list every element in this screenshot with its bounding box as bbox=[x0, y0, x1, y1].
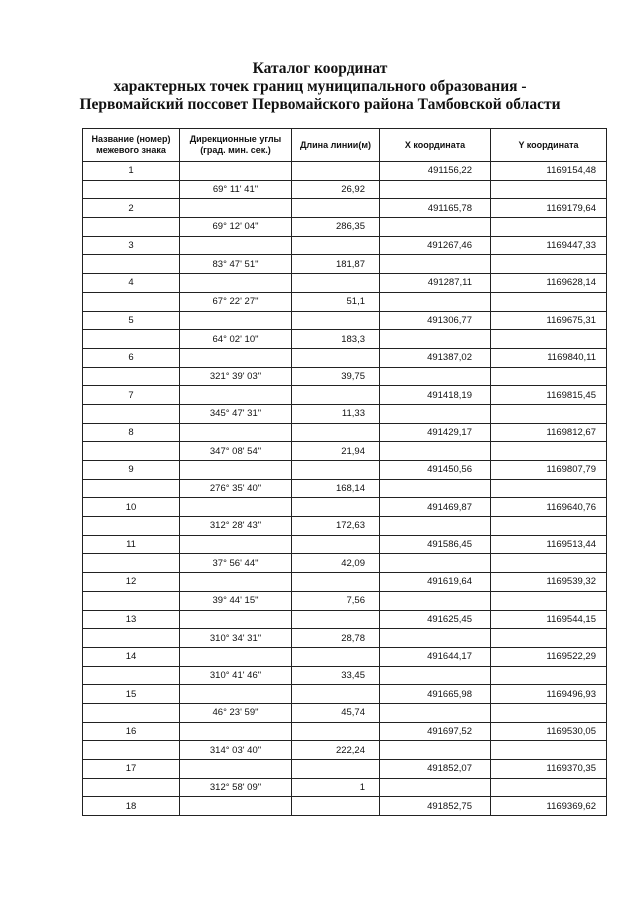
cell-mark-name: 8 bbox=[83, 423, 180, 442]
cell-x-coordinate: 491625,45 bbox=[380, 610, 491, 629]
table-row bbox=[83, 461, 607, 480]
cell-mark-name bbox=[83, 629, 180, 648]
cell-mark-name: 3 bbox=[83, 236, 180, 255]
cell-x-coordinate bbox=[380, 591, 491, 610]
cell-mark-name bbox=[83, 180, 180, 199]
cell-direction-angle: 321° 39' 03" bbox=[180, 367, 292, 386]
cell-mark-name: 2 bbox=[83, 199, 180, 218]
table-row bbox=[83, 573, 607, 592]
table-row bbox=[83, 330, 607, 349]
cell-mark-name bbox=[83, 666, 180, 685]
cell-x-coordinate: 491619,64 bbox=[380, 573, 491, 592]
cell-y-coordinate: 1169154,48 bbox=[491, 162, 607, 181]
table-row bbox=[83, 498, 607, 517]
header-mark-name: Название (номер) межевого знака bbox=[83, 129, 180, 162]
table-row bbox=[83, 180, 607, 199]
cell-line-length: 1 bbox=[292, 778, 380, 797]
cell-line-length: 168,14 bbox=[292, 479, 380, 498]
cell-direction-angle: 83° 47' 51" bbox=[180, 255, 292, 274]
cell-x-coordinate bbox=[380, 666, 491, 685]
cell-y-coordinate bbox=[491, 404, 607, 423]
cell-direction-angle: 67° 22' 27" bbox=[180, 292, 292, 311]
cell-y-coordinate bbox=[491, 292, 607, 311]
cell-y-coordinate: 1169815,45 bbox=[491, 386, 607, 405]
cell-y-coordinate: 1169544,15 bbox=[491, 610, 607, 629]
table-row bbox=[83, 685, 607, 704]
cell-y-coordinate bbox=[491, 591, 607, 610]
cell-x-coordinate: 491697,52 bbox=[380, 722, 491, 741]
cell-direction-angle: 39° 44' 15" bbox=[180, 591, 292, 610]
cell-y-coordinate: 1169628,14 bbox=[491, 274, 607, 293]
cell-direction-angle bbox=[180, 797, 292, 816]
cell-direction-angle bbox=[180, 274, 292, 293]
cell-mark-name bbox=[83, 292, 180, 311]
cell-direction-angle bbox=[180, 760, 292, 779]
cell-x-coordinate bbox=[380, 479, 491, 498]
cell-mark-name: 9 bbox=[83, 461, 180, 480]
title-line-2: характерных точек границ муниципального образования - bbox=[113, 78, 527, 95]
cell-mark-name: 1 bbox=[83, 162, 180, 181]
cell-direction-angle: 314° 03' 40" bbox=[180, 741, 292, 760]
cell-x-coordinate bbox=[380, 404, 491, 423]
table-row bbox=[83, 236, 607, 255]
cell-mark-name: 16 bbox=[83, 722, 180, 741]
cell-line-length bbox=[292, 461, 380, 480]
cell-mark-name bbox=[83, 404, 180, 423]
cell-y-coordinate bbox=[491, 778, 607, 797]
cell-line-length bbox=[292, 610, 380, 629]
cell-x-coordinate: 491306,77 bbox=[380, 311, 491, 330]
cell-direction-angle: 46° 23' 59" bbox=[180, 703, 292, 722]
cell-line-length bbox=[292, 274, 380, 293]
cell-line-length bbox=[292, 199, 380, 218]
table-row bbox=[83, 311, 607, 330]
cell-x-coordinate bbox=[380, 367, 491, 386]
table-row bbox=[83, 591, 607, 610]
table-row bbox=[83, 517, 607, 536]
cell-x-coordinate: 491287,11 bbox=[380, 274, 491, 293]
cell-direction-angle bbox=[180, 236, 292, 255]
cell-y-coordinate bbox=[491, 703, 607, 722]
table-row bbox=[83, 274, 607, 293]
cell-mark-name: 14 bbox=[83, 647, 180, 666]
cell-direction-angle bbox=[180, 386, 292, 405]
cell-direction-angle bbox=[180, 199, 292, 218]
cell-line-length: 45,74 bbox=[292, 703, 380, 722]
cell-direction-angle bbox=[180, 647, 292, 666]
cell-x-coordinate bbox=[380, 517, 491, 536]
table-row bbox=[83, 367, 607, 386]
cell-x-coordinate bbox=[380, 180, 491, 199]
cell-mark-name bbox=[83, 591, 180, 610]
cell-mark-name bbox=[83, 330, 180, 349]
cell-direction-angle bbox=[180, 348, 292, 367]
cell-mark-name bbox=[83, 218, 180, 237]
cell-x-coordinate: 491852,75 bbox=[380, 797, 491, 816]
cell-x-coordinate bbox=[380, 218, 491, 237]
table-row bbox=[83, 535, 607, 554]
cell-x-coordinate: 491156,22 bbox=[380, 162, 491, 181]
table-row bbox=[83, 703, 607, 722]
header-line-length: Длина линии(м) bbox=[292, 129, 380, 162]
cell-mark-name: 10 bbox=[83, 498, 180, 517]
cell-direction-angle bbox=[180, 311, 292, 330]
cell-x-coordinate: 491429,17 bbox=[380, 423, 491, 442]
cell-mark-name: 4 bbox=[83, 274, 180, 293]
cell-y-coordinate: 1169522,29 bbox=[491, 647, 607, 666]
cell-direction-angle bbox=[180, 573, 292, 592]
cell-x-coordinate bbox=[380, 778, 491, 797]
cell-y-coordinate: 1169370,35 bbox=[491, 760, 607, 779]
cell-x-coordinate: 491586,45 bbox=[380, 535, 491, 554]
cell-y-coordinate: 1169539,32 bbox=[491, 573, 607, 592]
cell-mark-name bbox=[83, 554, 180, 573]
table-row bbox=[83, 423, 607, 442]
cell-x-coordinate bbox=[380, 255, 491, 274]
table-row bbox=[83, 479, 607, 498]
cell-y-coordinate bbox=[491, 442, 607, 461]
cell-line-length: 51,1 bbox=[292, 292, 380, 311]
cell-line-length: 183,3 bbox=[292, 330, 380, 349]
cell-direction-angle: 37° 56' 44" bbox=[180, 554, 292, 573]
cell-direction-angle bbox=[180, 610, 292, 629]
cell-x-coordinate: 491469,87 bbox=[380, 498, 491, 517]
cell-mark-name: 13 bbox=[83, 610, 180, 629]
cell-direction-angle bbox=[180, 685, 292, 704]
cell-x-coordinate bbox=[380, 442, 491, 461]
cell-line-length bbox=[292, 797, 380, 816]
table-row bbox=[83, 554, 607, 573]
cell-direction-angle: 64° 02' 10" bbox=[180, 330, 292, 349]
cell-mark-name bbox=[83, 741, 180, 760]
cell-line-length bbox=[292, 386, 380, 405]
table-row bbox=[83, 199, 607, 218]
cell-x-coordinate bbox=[380, 554, 491, 573]
table-row bbox=[83, 255, 607, 274]
cell-direction-angle bbox=[180, 535, 292, 554]
table-row bbox=[83, 404, 607, 423]
cell-x-coordinate: 491418,19 bbox=[380, 386, 491, 405]
cell-x-coordinate: 491267,46 bbox=[380, 236, 491, 255]
cell-y-coordinate: 1169675,31 bbox=[491, 311, 607, 330]
cell-mark-name bbox=[83, 703, 180, 722]
cell-y-coordinate bbox=[491, 741, 607, 760]
table-row bbox=[83, 348, 607, 367]
cell-direction-angle bbox=[180, 722, 292, 741]
cell-y-coordinate: 1169179,64 bbox=[491, 199, 607, 218]
cell-y-coordinate bbox=[491, 629, 607, 648]
table-header-row bbox=[83, 129, 607, 162]
cell-line-length bbox=[292, 498, 380, 517]
cell-y-coordinate bbox=[491, 218, 607, 237]
table-row bbox=[83, 741, 607, 760]
cell-line-length: 7,56 bbox=[292, 591, 380, 610]
cell-x-coordinate: 491165,78 bbox=[380, 199, 491, 218]
table-row bbox=[83, 386, 607, 405]
cell-x-coordinate: 491852,07 bbox=[380, 760, 491, 779]
cell-direction-angle bbox=[180, 162, 292, 181]
cell-y-coordinate bbox=[491, 367, 607, 386]
cell-y-coordinate: 1169807,79 bbox=[491, 461, 607, 480]
header-x-coordinate: X координата bbox=[380, 129, 491, 162]
table-row bbox=[83, 629, 607, 648]
header-y-coordinate: Y координата bbox=[491, 129, 607, 162]
table-body bbox=[83, 162, 607, 816]
cell-line-length: 286,35 bbox=[292, 218, 380, 237]
cell-mark-name: 18 bbox=[83, 797, 180, 816]
cell-line-length: 26,92 bbox=[292, 180, 380, 199]
cell-x-coordinate: 491644,17 bbox=[380, 647, 491, 666]
cell-x-coordinate: 491665,98 bbox=[380, 685, 491, 704]
cell-y-coordinate: 1169496,93 bbox=[491, 685, 607, 704]
cell-line-length bbox=[292, 685, 380, 704]
cell-line-length bbox=[292, 423, 380, 442]
cell-direction-angle: 310° 41' 46" bbox=[180, 666, 292, 685]
cell-line-length: 172,63 bbox=[292, 517, 380, 536]
cell-x-coordinate: 491387,02 bbox=[380, 348, 491, 367]
title-line-3: Первомайский поссовет Первомайского района Тамбовской области bbox=[79, 96, 561, 113]
cell-line-length: 21,94 bbox=[292, 442, 380, 461]
table-row bbox=[83, 292, 607, 311]
header-direction-angle: Дирекционные углы (град. мин. сек.) bbox=[180, 129, 292, 162]
cell-y-coordinate: 1169840,11 bbox=[491, 348, 607, 367]
cell-mark-name: 7 bbox=[83, 386, 180, 405]
cell-y-coordinate: 1169369,62 bbox=[491, 797, 607, 816]
cell-line-length bbox=[292, 348, 380, 367]
cell-direction-angle: 312° 28' 43" bbox=[180, 517, 292, 536]
table-row bbox=[83, 442, 607, 461]
cell-y-coordinate bbox=[491, 554, 607, 573]
cell-line-length bbox=[292, 535, 380, 554]
title-line-1: Каталог координат bbox=[252, 60, 388, 77]
cell-y-coordinate bbox=[491, 517, 607, 536]
coordinates-table bbox=[82, 128, 607, 816]
table-row bbox=[83, 778, 607, 797]
table-row bbox=[83, 722, 607, 741]
table-row bbox=[83, 162, 607, 181]
document-title bbox=[0, 60, 640, 114]
cell-direction-angle: 69° 12' 04" bbox=[180, 218, 292, 237]
cell-direction-angle: 312° 58' 09" bbox=[180, 778, 292, 797]
cell-y-coordinate bbox=[491, 666, 607, 685]
cell-line-length bbox=[292, 573, 380, 592]
cell-x-coordinate bbox=[380, 703, 491, 722]
table-row bbox=[83, 218, 607, 237]
cell-mark-name bbox=[83, 517, 180, 536]
cell-x-coordinate bbox=[380, 330, 491, 349]
cell-mark-name bbox=[83, 479, 180, 498]
cell-mark-name bbox=[83, 442, 180, 461]
cell-mark-name bbox=[83, 255, 180, 274]
cell-x-coordinate bbox=[380, 741, 491, 760]
cell-line-length: 181,87 bbox=[292, 255, 380, 274]
cell-x-coordinate bbox=[380, 629, 491, 648]
cell-mark-name: 6 bbox=[83, 348, 180, 367]
cell-line-length: 33,45 bbox=[292, 666, 380, 685]
cell-mark-name: 11 bbox=[83, 535, 180, 554]
cell-y-coordinate bbox=[491, 255, 607, 274]
cell-line-length: 28,78 bbox=[292, 629, 380, 648]
cell-x-coordinate: 491450,56 bbox=[380, 461, 491, 480]
cell-mark-name: 17 bbox=[83, 760, 180, 779]
cell-line-length bbox=[292, 162, 380, 181]
table-row bbox=[83, 760, 607, 779]
cell-direction-angle: 347° 08' 54" bbox=[180, 442, 292, 461]
cell-mark-name bbox=[83, 367, 180, 386]
cell-direction-angle: 276° 35' 40" bbox=[180, 479, 292, 498]
cell-y-coordinate bbox=[491, 180, 607, 199]
cell-line-length: 39,75 bbox=[292, 367, 380, 386]
cell-y-coordinate: 1169447,33 bbox=[491, 236, 607, 255]
table-row bbox=[83, 797, 607, 816]
table-row bbox=[83, 666, 607, 685]
cell-line-length bbox=[292, 647, 380, 666]
cell-y-coordinate: 1169812,67 bbox=[491, 423, 607, 442]
cell-direction-angle bbox=[180, 498, 292, 517]
cell-direction-angle: 345° 47' 31" bbox=[180, 404, 292, 423]
cell-line-length: 42,09 bbox=[292, 554, 380, 573]
cell-y-coordinate: 1169640,76 bbox=[491, 498, 607, 517]
cell-y-coordinate: 1169513,44 bbox=[491, 535, 607, 554]
cell-mark-name: 12 bbox=[83, 573, 180, 592]
cell-mark-name: 15 bbox=[83, 685, 180, 704]
table-row bbox=[83, 647, 607, 666]
cell-line-length bbox=[292, 311, 380, 330]
cell-y-coordinate bbox=[491, 479, 607, 498]
cell-x-coordinate bbox=[380, 292, 491, 311]
cell-mark-name: 5 bbox=[83, 311, 180, 330]
cell-line-length: 222,24 bbox=[292, 741, 380, 760]
cell-y-coordinate: 1169530,05 bbox=[491, 722, 607, 741]
cell-line-length bbox=[292, 236, 380, 255]
cell-line-length bbox=[292, 760, 380, 779]
cell-direction-angle bbox=[180, 461, 292, 480]
cell-direction-angle: 310° 34' 31" bbox=[180, 629, 292, 648]
cell-direction-angle: 69° 11' 41" bbox=[180, 180, 292, 199]
cell-y-coordinate bbox=[491, 330, 607, 349]
table-row bbox=[83, 610, 607, 629]
cell-direction-angle bbox=[180, 423, 292, 442]
cell-line-length bbox=[292, 722, 380, 741]
cell-mark-name bbox=[83, 778, 180, 797]
cell-line-length: 11,33 bbox=[292, 404, 380, 423]
